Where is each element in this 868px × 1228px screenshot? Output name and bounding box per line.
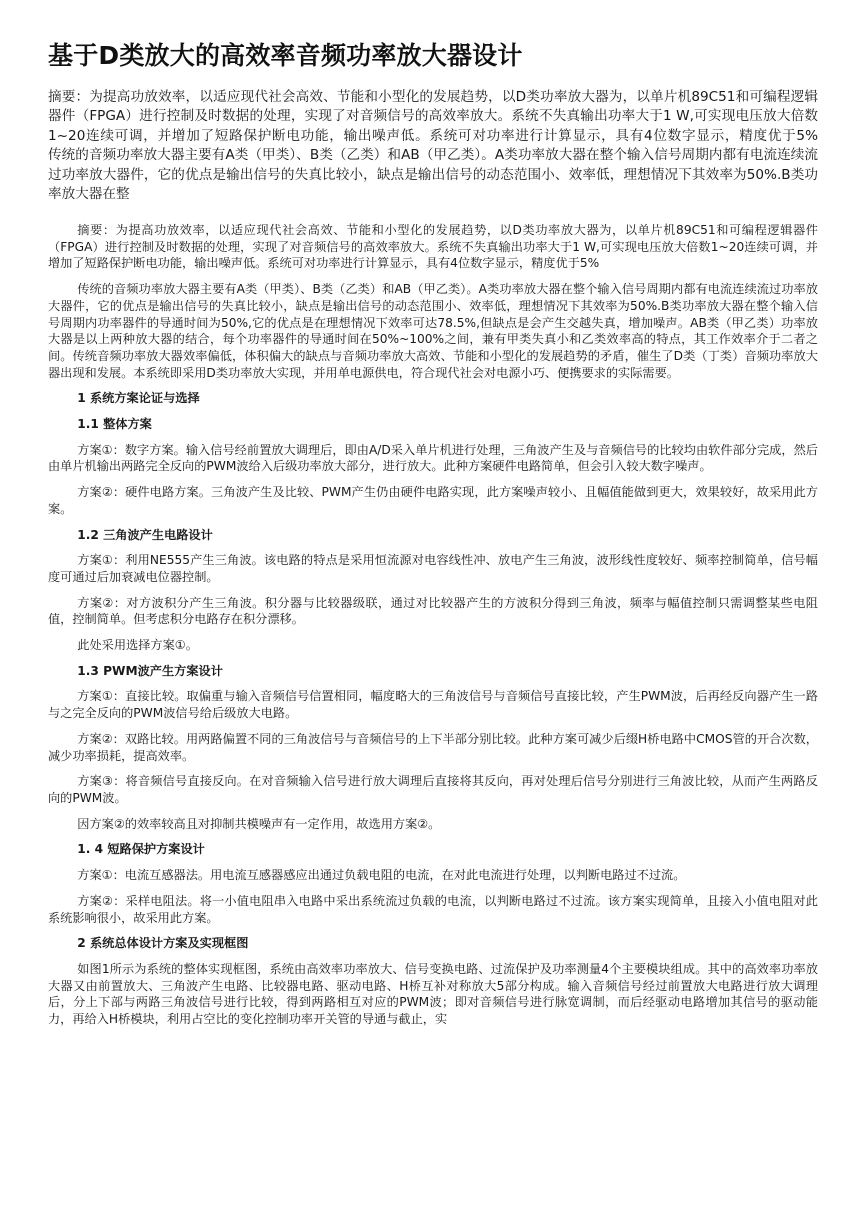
body-paragraph: 此处采用选择方案①。	[77, 638, 198, 653]
body-paragraph: 方案①：利用NE555产生三角波。该电路的特点是采用恒流源对电容线性冲、放电产生三角波，波形线性度较好、频率控制简单，信号幅度可通过后加衰减电位器控制。	[48, 553, 818, 584]
body-paragraph: 摘要：为提高功放效率，以适应现代社会高效、节能和小型化的发展趋势，以D类功率放大器为，以单片机89C51和可编程逻辑器件（FPGA）进行控制及时数据的处理，实现了对音频信号的高效率放大。系统不失真输出功率大于1 W,可实现电压放大倍数1~20连续可调，并增加了短路保护断电功能，输出噪声低。系统可对功率进行计算显示，具有4位数字显示，精度优于5%	[48, 223, 818, 271]
body-paragraph: 方案②：硬件电路方案。三角波产生及比较、PWM产生仍由硬件电路实现，此方案噪声较小、且幅值能做到更大，效果较好，故采用此方案。	[48, 485, 818, 516]
body-paragraph: 方案①：直接比较。取偏重与输入音频信号信置相同，幅度略大的三角波信号与音频信号直接比较，产生PWM波，后再经反向器产生一路与之完全反向的PWM波信号给后级放大电路。	[48, 689, 818, 721]
body-paragraph: 方案①：数字方案。输入信号经前置放大调理后，即由A/D采入单片机进行处理，三角波产生及与音频信号的比较均由软件部分完成，然后由单片机输出两路完全反向的PWM波给入后级功率放大部分，进行放大。此种方案硬件电路简单，但会引入较大数字噪声。	[48, 442, 818, 474]
section-heading: 1.3 PWM波产生方案设计	[77, 663, 223, 678]
page-title: 基于D类放大的高效率音频功率放大器设计	[48, 41, 523, 70]
body-paragraph: 方案①：电流互感器法。用电流互感器感应出通过负载电阻的电流，在对此电流进行处理，以判断电路过不过流。	[77, 868, 686, 883]
body-paragraph: 方案②：双路比较。用两路偏置不同的三角波信号与音频信号的上下半部分别比较。此种方案可减少后缀H桥电路中CMOS管的开合次数，减少功率损耗，提高效率。	[48, 731, 818, 763]
section-heading: 2 系统总体设计方案及实现框图	[77, 936, 249, 951]
article-body	[48, 222, 818, 1028]
section-heading: 1.1 整体方案	[77, 417, 152, 432]
section-heading: 1.2 三角波产生电路设计	[77, 527, 213, 542]
body-paragraph: 方案②：采样电阻法。将一小值电阻串入电路中采出系统流过负载的电流，以判断电路过不过流。该方案实现简单，且接入小值电阻对此系统影响很小，故采用此方案。	[48, 893, 818, 925]
body-paragraph: 如图1所示为系统的整体实现框图，系统由高效率功率放大、信号变换电路、过流保护及功率测量4个主要模块组成。其中的高效率功率放大器又由前置放大、三角波产生电路、比较器电路、驱动电路、H桥互补对称放大5部分构成。输入音频信号经过前置放大电路进行放大调理后，分上下部与两路三角波信号进行比较，得到两路相互对应的PWM波；即对音频信号进行脉宽调制，而后经驱动电路增加其信号的驱动能力，再给入H桥模块，利用占空比的变化控制功率开关管的导通与截止，实	[48, 961, 818, 1027]
section-heading: 1 系统方案论证与选择	[77, 391, 200, 406]
section-heading: 1. 4 短路保护方案设计	[77, 842, 205, 857]
body-paragraph: 方案③：将音频信号直接反向。在对音频输入信号进行放大调理后直接将其反向，再对处理后信号分别进行三角波比较，从而产生两路反向的PWM波。	[48, 774, 818, 805]
abstract-lead: 摘要：为提高功放效率，以适应现代社会高效、节能和小型化的发展趋势，以D类功率放大器为，以单片机89C51和可编程逻辑器件（FPGA）进行控制及时数据的处理，实现了对音频信号的高效率放大。系统不失真输出功率大于1 W,可实现电压放大倍数1~20连续可调，并增加了短路保护断电功能，输出噪声低。系统可对功率进行计算显示，具有4位数字显示，精度优于5% 传统的音频功率放大器主要有A类（甲类）、B类（乙类）和AB（甲乙类）。A类功率放大器在整个输入信号周期内都有电流连续流过功率放大器件，它的优点是输出信号的失真比较小，缺点是输出信号的动态范围小、效率低，理想情况下其效率为50%.B类功率放大器在整	[48, 89, 846, 203]
body-paragraph: 传统的音频功率放大器主要有A类（甲类）、B类（乙类）和AB（甲乙类）。A类功率放大器在整个输入信号周期内都有电流连续流过功率放大器件，它的优点是输出信号的失真比较小，缺点是输出信号的动态范围小、效率低，理想情况下其效率为50%.B类功率放大器在整个输入信号周期内功率器件的导通时间为50%,它的优点是在理想情况下效率可达78.5%,但缺点是会产生交越失真，增加噪声。AB类（甲乙类）功率放大器是以上两种放大器的结合，每个功率器件的导通时间在50%~100%之间，兼有甲类失真小和乙类效率高的特点，其工作效率介于二者之间。传统音频功率放大器效率偏低，体积偏大的缺点与音频功率放大高效、节能和小型化的发展趋势的矛盾，催生了D类（丁类）音频功率放大器出现和发展。本系统即采用D类功率放大实现，并用单电源供电，符合现代社会对电源小巧、便携要求的实际需要。	[48, 282, 818, 380]
body-paragraph: 方案②：对方波积分产生三角波。积分器与比较器级联，通过对比较器产生的方波积分得到三角波，频率与幅值控制只需调整某些电阻值，控制简单。但考虑积分电路存在积分漂移。	[48, 595, 818, 627]
body-paragraph: 因方案②的效率较高且对抑制共模噪声有一定作用，故选用方案②。	[77, 816, 441, 831]
